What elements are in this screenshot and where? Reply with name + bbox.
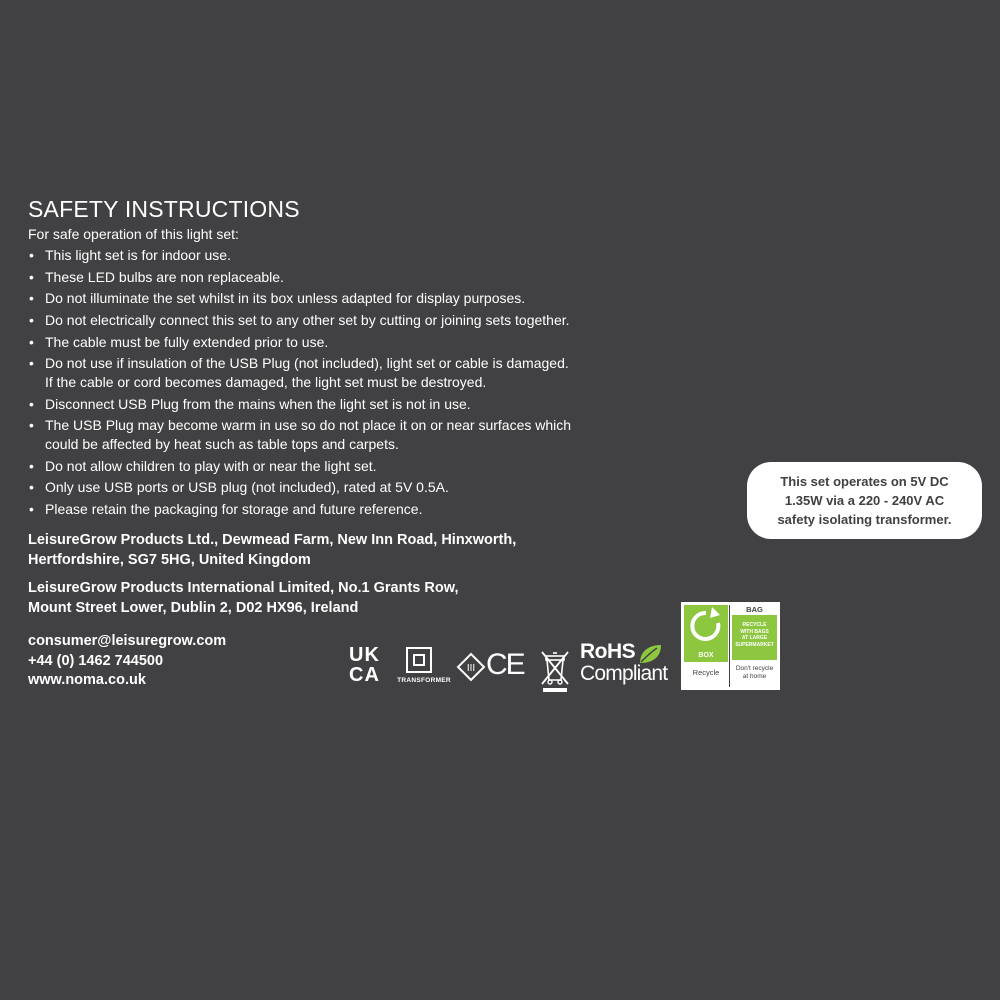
ukca-top: UK	[349, 644, 380, 666]
recycle-divider	[729, 605, 730, 687]
safety-bullet	[28, 500, 668, 519]
address-ie-line2: Mount Street Lower, Dublin 2, D02 HX96, Ireland	[28, 599, 359, 616]
safety-bullet	[28, 416, 668, 453]
safety-bullet-line: • These LED bulbs are non replaceable.	[45, 268, 284, 285]
address-uk	[28, 531, 668, 570]
recycle-arrow-icon	[684, 605, 728, 647]
ce-mark-icon: CE	[486, 648, 524, 681]
address-ie	[28, 579, 668, 618]
safety-intro: For safe operation of this light set:	[28, 226, 239, 242]
transformer-label: TRANSFORMER	[397, 677, 451, 684]
contact-block	[28, 632, 668, 691]
leaf-icon	[637, 643, 663, 665]
address-ie-line1: LeisureGrow Products International Limited, No.1 Grants Row,	[28, 580, 459, 597]
safety-bullet-line: If the cable or cord becomes damaged, the light set must be destroyed.	[45, 373, 487, 390]
power-badge-line1: This set operates on 5V DC	[780, 474, 949, 489]
safety-bullet-line: • Disconnect USB Plug from the mains when the light set is not in use.	[45, 395, 471, 412]
bag-text-3: AT LARGE	[741, 635, 768, 641]
recycle-bag-column	[732, 605, 777, 681]
box-label: BOX	[698, 652, 714, 659]
safety-transformer-icon	[396, 647, 452, 684]
safety-bullet-line: • Do not illuminate the set whilst in its box unless adapted for display purposes.	[45, 290, 526, 307]
safety-list	[28, 246, 668, 518]
safety-bullet	[28, 289, 668, 308]
rohs-bottom: Compliant	[580, 662, 668, 685]
power-badge-line3: safety isolating transformer.	[777, 512, 952, 527]
double-square-icon	[406, 647, 432, 673]
rohs-top: RoHS	[580, 640, 636, 663]
rohs-mark	[580, 641, 670, 685]
bag-text-4: SUPERMARKET	[735, 641, 774, 648]
class-three-label: III	[466, 663, 476, 674]
box-recycle-text: Recycle	[692, 668, 720, 677]
safety-bullet	[28, 354, 668, 391]
safety-bullet	[28, 457, 668, 476]
contact-phone: +44 (0) 1462 744500	[28, 652, 164, 669]
weee-bin-icon	[539, 648, 571, 692]
recycle-bag-tile	[732, 615, 777, 660]
bag-header: BAG	[746, 605, 763, 614]
address-uk-line1: LeisureGrow Products Ltd., Dewmead Farm, New Inn Road, Hinxworth,	[28, 532, 517, 549]
safety-bullet	[28, 246, 668, 265]
power-badge	[747, 462, 982, 539]
safety-bullet	[28, 333, 668, 352]
safety-bullet-line: • This light set is for indoor use.	[45, 247, 231, 263]
safety-bullet-line: • The cable must be fully extended prior to use.	[45, 333, 329, 350]
bag-action-2: at home	[742, 673, 767, 680]
safety-bullet	[28, 311, 668, 330]
bag-action-1: Don't recycle	[735, 665, 774, 672]
safety-bullet-line: • Do not electrically connect this set to any other set by cutting or joining sets together.	[45, 312, 570, 329]
safety-bullet-line: • Do not use if insulation of the USB Plug (not included), light set or cable is damaged.	[45, 355, 569, 372]
address-uk-line2: Hertfordshire, SG7 5HG, United Kingdom	[28, 551, 311, 568]
contact-email: consumer@leisuregrow.com	[28, 633, 227, 650]
contact-web: www.noma.co.uk	[28, 672, 146, 689]
recycle-box-column	[684, 605, 728, 677]
recycle-box-tile	[684, 605, 728, 662]
class-three-icon	[456, 652, 486, 682]
safety-bullet-line: • Only use USB ports or USB plug (not included), rated at 5V 0.5A.	[45, 479, 449, 496]
safety-section	[28, 195, 668, 691]
recycling-label	[681, 602, 780, 690]
safety-bullet-line: • The USB Plug may become warm in use so do not place it on or near surfaces which	[45, 417, 572, 434]
bag-text-1: RECYCLE	[742, 622, 767, 628]
safety-bullet	[28, 395, 668, 414]
ukca-mark-icon	[349, 645, 389, 687]
safety-bullet-line: • Do not allow children to play with or near the light set.	[45, 457, 377, 474]
safety-bullet-line: could be affected by heat such as table tops and carpets.	[45, 435, 399, 452]
ukca-bottom: CA	[349, 664, 380, 686]
safety-title: SAFETY INSTRUCTIONS	[28, 196, 300, 222]
safety-bullet	[28, 478, 668, 497]
bag-text-2: WITH BAGS	[740, 628, 769, 635]
safety-bullet	[28, 268, 668, 287]
safety-bullet-line: • Please retain the packaging for storage and future reference.	[45, 500, 423, 517]
bag-dont-recycle	[732, 665, 777, 681]
power-badge-line2: 1.35W via a 220 - 240V AC	[784, 493, 945, 508]
